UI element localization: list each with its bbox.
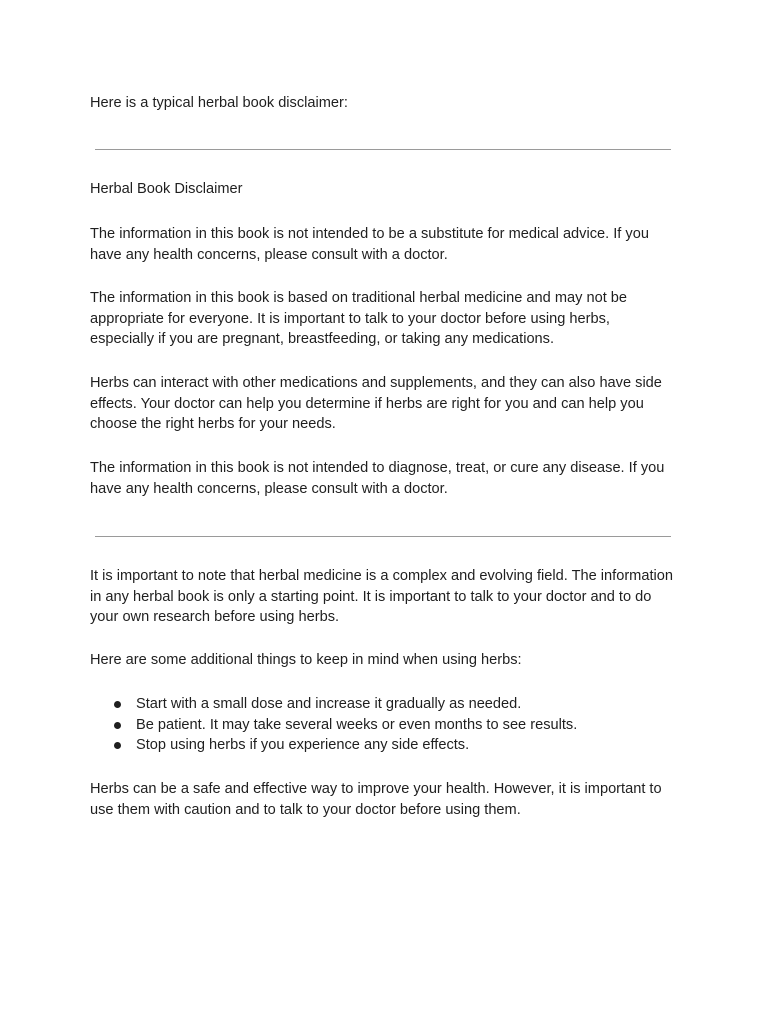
disclaimer-paragraph-4: The information in this book is not intended to diagnose, treat, or cure any disease. If you have any health concerns, please consult with a doctor.	[90, 460, 665, 497]
tips-list	[90, 694, 675, 756]
tips-intro: Here are some additional things to keep in mind when using herbs:	[90, 652, 522, 668]
list-item	[90, 694, 675, 715]
note-paragraph: It is important to note that herbal medicine is a complex and evolving field. The information in any herbal book is only a starting point. It is important to talk to your doctor and to do your own research before using herbs.	[90, 568, 673, 625]
list-item	[90, 715, 675, 736]
tip-text: Start with a small dose and increase it gradually as needed.	[136, 696, 522, 712]
bullet-icon	[114, 701, 121, 708]
conclusion-paragraph: Herbs can be a safe and effective way to improve your health. However, it is important to use them with caution and to talk to your doctor before using them.	[90, 781, 662, 818]
disclaimer-title: Herbal Book Disclaimer	[90, 181, 243, 197]
disclaimer-paragraph-3: Herbs can interact with other medications and supplements, and they can also have side effects. Your doctor can help you determine if herbs are right for you and can help you choose the right herbs for your needs.	[90, 375, 662, 432]
top-divider	[95, 149, 671, 150]
bullet-icon	[114, 722, 121, 729]
tip-text: Stop using herbs if you experience any side effects.	[136, 737, 470, 753]
tip-text: Be patient. It may take several weeks or even months to see results.	[136, 716, 578, 733]
bullet-icon	[114, 742, 121, 749]
disclaimer-paragraph-2: The information in this book is based on traditional herbal medicine and may not be appropriate for everyone. It is important to talk to your doctor before using herbs, especially if you are pregnant, breastfeeding, or taking any medications.	[90, 290, 628, 347]
bottom-divider	[95, 536, 671, 537]
intro-text: Here is a typical herbal book disclaimer:	[90, 95, 348, 111]
disclaimer-paragraph-1: The information in this book is not intended to be a substitute for medical advice. If you have any health concerns, please consult with a doctor.	[90, 226, 649, 263]
list-item	[90, 735, 675, 756]
